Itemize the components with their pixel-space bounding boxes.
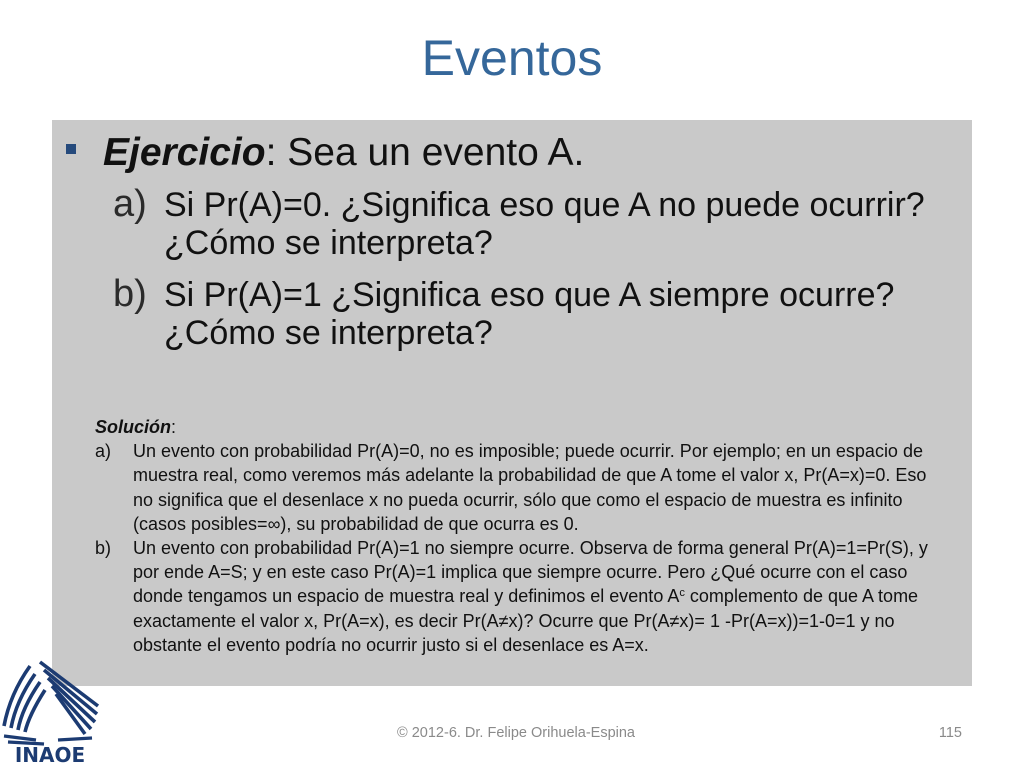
solution-line	[133, 584, 965, 608]
solution-marker: b)	[95, 537, 112, 558]
exercise-statement	[103, 131, 584, 175]
solution-heading	[95, 415, 965, 439]
footer-copyright: © 2012-6. Dr. Felipe Orihuela-Espina	[397, 725, 635, 741]
solution-marker: a)	[95, 441, 112, 462]
exercise-label: Ejercicio	[103, 131, 266, 174]
question-marker: a)	[113, 183, 147, 225]
question-line: Si Pr(A)=1 ¿Significa eso que A siempre ocurre?	[164, 276, 895, 314]
square-bullet-icon	[66, 144, 76, 154]
solution-line-text: complemento de que A tome	[684, 586, 919, 607]
solution-block	[95, 415, 965, 657]
exercise-text: : Sea un evento A.	[265, 131, 585, 174]
question-line: ¿Cómo se interpreta?	[164, 224, 493, 262]
solution-label: Solución	[95, 417, 171, 437]
content-box	[52, 120, 972, 686]
logo-text: INAOE	[14, 743, 86, 767]
solution-label-colon: :	[171, 417, 177, 437]
solution-item-a	[95, 439, 965, 536]
solution-line: (casos posibles=∞), su probabilidad de que ocurra es 0.	[133, 513, 579, 534]
question-item-b	[113, 273, 895, 352]
solution-line: Un evento con probabilidad Pr(A)=1 no siempre ocurre. Observa de forma general Pr(A)=1=Pr(S), y	[133, 537, 928, 558]
solution-line: no significa que el desenlace x no pueda ocurrir, sólo que como el espacio de muestra es infinito	[133, 489, 903, 510]
question-marker: b)	[113, 273, 147, 315]
logo-diagonal-stripes	[40, 662, 98, 734]
question-line: Si Pr(A)=0. ¿Significa eso que A no puede ocurrir?	[164, 186, 925, 224]
complement-superscript: c	[679, 587, 685, 600]
solution-line: exactamente el valor x, Pr(A=x), es decir Pr(A≠x)? Ocurre que Pr(A≠x)= 1 -Pr(A=x))=1-0=1 y no	[133, 610, 895, 631]
solution-line-text: donde tengamos un espacio de muestra real y definimos el evento A	[133, 586, 680, 607]
question-line: ¿Cómo se interpreta?	[164, 314, 493, 352]
question-item-a	[113, 183, 925, 262]
page-number: 115	[938, 725, 962, 741]
solution-item-b	[95, 536, 965, 657]
solution-line: por ende A=S; y en este caso Pr(A)=1 implica que siempre ocurre. Pero ¿Qué ocurre con el caso	[133, 562, 908, 583]
inaoe-logo	[0, 656, 100, 768]
slide-title: Eventos	[421, 30, 603, 86]
solution-line: obstante el evento podría no ocurrir justo si el desenlace es A=x.	[133, 634, 649, 655]
solution-line: Un evento con probabilidad Pr(A)=0, no es imposible; puede ocurrir. Por ejemplo; en un espacio de	[133, 441, 923, 462]
logo-arc-stripes	[4, 666, 45, 732]
solution-line: muestra real, como veremos más adelante la probabilidad de que A tome el valor x, Pr(A=x)=0. Eso	[133, 465, 927, 486]
